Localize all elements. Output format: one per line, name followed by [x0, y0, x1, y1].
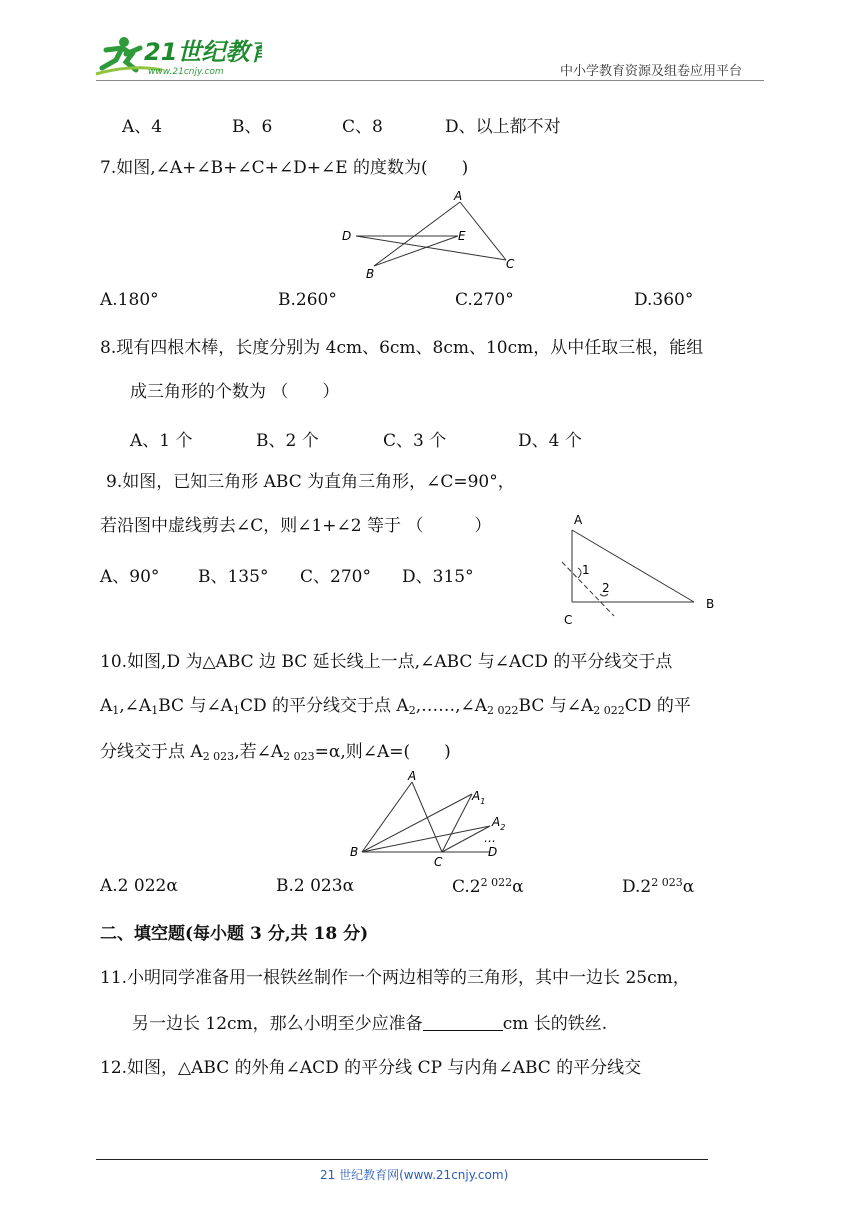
q10-label-a1: $A_1$ — [472, 789, 486, 806]
q10-option-a: A.2 022α — [100, 876, 178, 896]
q6-option-a: A、4 — [122, 117, 163, 137]
q7-option-c: C.270° — [455, 290, 514, 310]
q6-option-b: B、6 — [232, 117, 273, 137]
q9-option-d: D、315° — [402, 567, 474, 587]
q10-option-d: $D.2^{2 023}\alpha$ — [622, 876, 695, 897]
q7-figure — [338, 188, 528, 280]
q11-answer-blank — [423, 1014, 503, 1031]
runner-logo-icon — [92, 34, 262, 80]
q7-label-e: E — [458, 229, 466, 243]
q10-label-b: B — [350, 845, 359, 859]
q9-label-1: 1 — [582, 563, 590, 577]
section-2-heading: 二、填空题(每小题 3 分,共 18 分) — [100, 924, 369, 944]
header-divider — [96, 80, 764, 81]
q8-stem-line2: 成三角形的个数为 （ ） — [130, 382, 340, 402]
q8-option-b: B、2 个 — [256, 431, 319, 451]
q6-option-d: D、以上都不对 — [445, 117, 561, 137]
q7-stem: 7.如图,∠A+∠B+∠C+∠D+∠E 的度数为( ) — [100, 158, 469, 178]
footer-text: 21 世纪教育网(www.21cnjy.com) — [320, 1168, 509, 1182]
q10-line2: $A_1,\angle A_1BC$ 与$\angle A_1CD$ 的平分线交于点 $A_2,\dots\dots,\angle A_{2 022}BC$ 与$\angle A_{2 022}CD$ 的平 — [100, 696, 691, 717]
platform-name: 中小学教育资源及组卷应用平台 — [560, 64, 743, 79]
q10-label-a2: $A_2$ — [492, 815, 506, 832]
q10-label-c: C — [434, 855, 443, 868]
q7-option-d: D.360° — [634, 290, 694, 310]
q9-option-c: C、270° — [300, 567, 371, 587]
logo-text: 21世纪教育 — [144, 38, 262, 66]
q8-option-d: D、4 个 — [518, 431, 582, 451]
q9-option-b: B、135° — [198, 567, 269, 587]
q6-option-c: C、8 — [342, 117, 383, 137]
q9-label-2: 2 — [602, 581, 610, 595]
q11-line2: 另一边长 12cm，那么小明至少应准备 cm 长的铁丝. — [132, 1014, 608, 1034]
q7-label-a: A — [454, 189, 463, 203]
q12-line1: 12.如图，△ABC 的外角∠ACD 的平分线 CP 与内角∠ABC 的平分线交 — [100, 1058, 642, 1078]
q7-label-c: C — [506, 257, 515, 271]
q10-line3: 分线交于点 $A_{2 023}$,若$\angle A_{2 023}=\alpha$,则∠A=( ) — [100, 742, 451, 763]
q7-option-a: A.180° — [100, 290, 159, 310]
q7-option-b: B.260° — [278, 290, 337, 310]
q8-option-c: C、3 个 — [383, 431, 447, 451]
q10-option-b: B.2 023α — [276, 876, 355, 896]
q9-label-c: C — [564, 613, 573, 627]
q10-line1: 10.如图,D 为△ABC 边 BC 延长线上一点,∠ABC 与∠ACD 的平分线交于点 — [100, 652, 673, 672]
footer-divider — [96, 1159, 708, 1160]
q9-label-a: A — [574, 513, 583, 527]
q10-label-a: A — [408, 770, 417, 783]
q9-label-b: B — [706, 597, 715, 611]
q10-figure — [346, 770, 516, 868]
q11-line1: 11.小明同学准备用一根铁丝制作一个两边相等的三角形，其中一边长 25cm， — [100, 968, 690, 988]
q7-label-b: B — [366, 267, 375, 280]
q9-stem-line2: 若沿图中虚线剪去∠C，则∠1+∠2 等于 （ ） — [100, 516, 492, 536]
q9-option-a: A、90° — [100, 567, 160, 587]
q8-stem-line1: 8.现有四根木棒，长度分别为 4cm、6cm、8cm、10cm，从中任取三根，能组 — [100, 338, 704, 358]
q8-option-a: A、1 个 — [130, 431, 193, 451]
logo-url: www.21cnjy.com — [148, 67, 224, 77]
q10-label-d: D — [488, 845, 498, 859]
q10-option-c: $C.2^{2 022}\alpha$ — [452, 876, 524, 897]
q10-label-ellipsis: … — [484, 831, 496, 845]
q9-stem-line1: 9.如图，已知三角形 ABC 为直角三角形，∠C=90°， — [106, 472, 515, 492]
brand-logo — [92, 34, 262, 80]
q9-figure — [556, 506, 726, 630]
q7-label-d: D — [342, 229, 352, 243]
